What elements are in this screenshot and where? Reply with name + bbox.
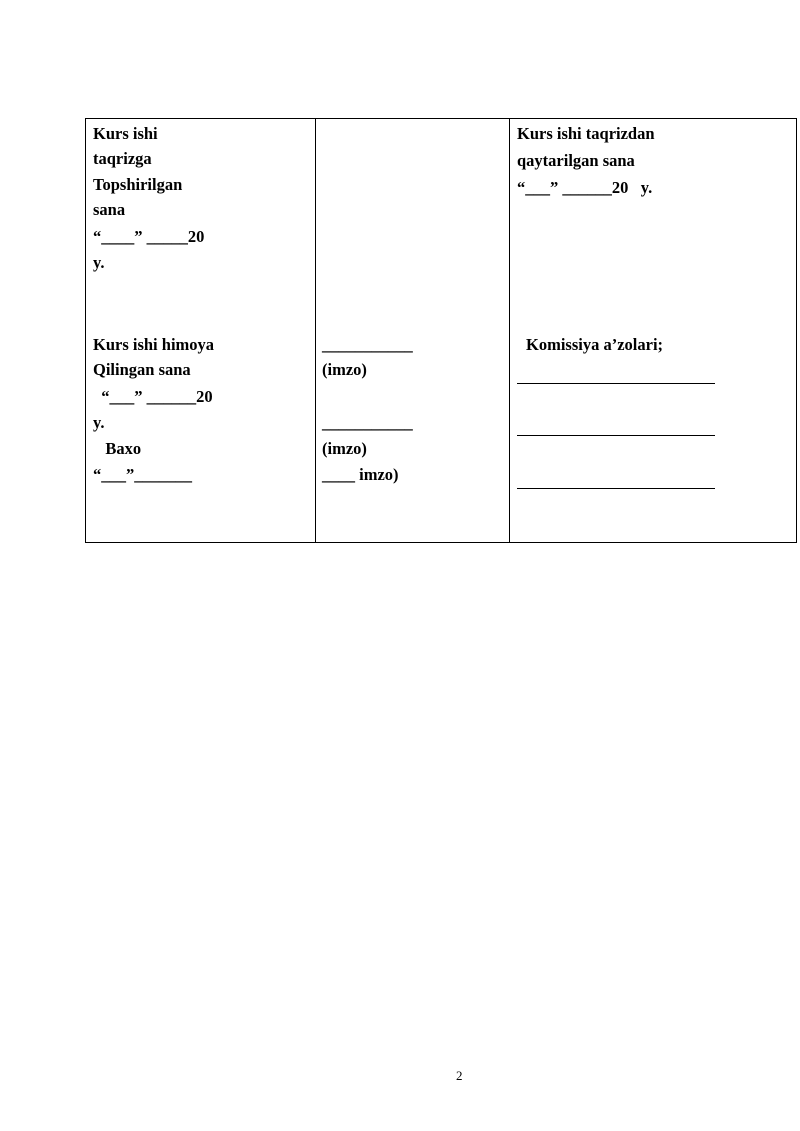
date-blank-line: “____” _____20 <box>93 227 205 246</box>
signature-caption: (imzo) <box>322 360 367 379</box>
grade-blank-line: “___”_______ <box>93 465 192 484</box>
signature-caption: (imzo) <box>322 439 367 458</box>
member-signature-line <box>517 435 715 436</box>
text-line: Kurs ishi <box>93 124 158 143</box>
signature-blank: ___________ <box>322 335 413 354</box>
column-divider-1 <box>315 119 316 542</box>
text-line: sana <box>93 200 126 219</box>
page-number: 2 <box>456 1068 463 1083</box>
date-blank-line: “___” ______20 <box>93 387 213 406</box>
signature-blank: ___________ <box>322 413 413 432</box>
member-signature-line <box>517 488 715 489</box>
text-line: qaytarilgan sana <box>517 151 635 170</box>
grade-label: Baxo <box>93 439 142 458</box>
text-line: Qilingan sana <box>93 360 191 379</box>
text-line: y. <box>93 253 105 272</box>
text-line: y. <box>93 413 105 432</box>
text-line: Kurs ishi himoya <box>93 335 215 354</box>
column-divider-2 <box>509 119 510 542</box>
date-blank-line: “___” ______20 y. <box>517 178 653 197</box>
defense-form-table <box>85 118 797 543</box>
text-line: taqrizga <box>93 149 152 168</box>
member-signature-line <box>517 383 715 384</box>
text-line: Topshirilgan <box>93 175 183 194</box>
text-line: Kurs ishi taqrizdan <box>517 124 655 143</box>
signature-caption: ____ imzo) <box>322 465 399 484</box>
commission-title: Komissiya a’zolari; <box>526 335 664 354</box>
